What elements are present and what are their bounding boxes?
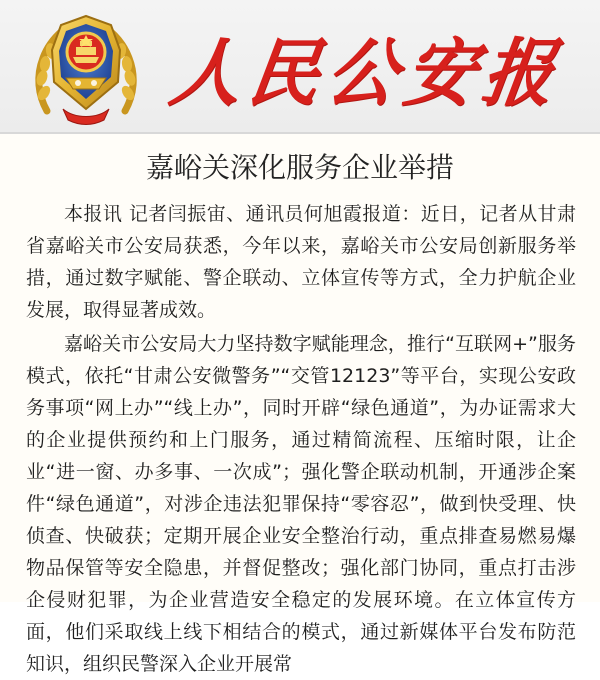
police-emblem-icon: [20, 8, 152, 130]
article-title: 嘉峪关深化服务企业举措: [145, 151, 454, 184]
article-content: [0, 132, 600, 675]
masthead: [0, 0, 600, 132]
article-body: [26, 198, 576, 680]
article-paragraph: 嘉峪关市公安局大力坚持数字赋能理念，推行“互联网+”服务模式，依托“甘肃公安微警务”“交管12123”等平台，实现公安政务事项“网上办”“线上办”，同时开辟“绿色通道”，为办证需求大的企业提供预约和上门服务，通过精简流程、压缩时限，让企业“进一窗、办多事、一次成”；强化警企联动机制，开通涉企案件“绿色通道”，对涉企违法犯罪保持“零容忍”，做到快受理、快侦查、快破获；定期开展企业安全整治行动，重点排查易燃易爆物品保管等安全隐患，并督促整改；强化部门协同，重点打击涉企侵财犯罪，为企业营造安全稳定的发展环境。在立体宣传方面，他们采取线上线下相结合的模式，通过新媒体平台发布防范知识，组织民警深入企业开展常: [26, 333, 576, 675]
newspaper-masthead-title: 人民公安报: [165, 28, 568, 116]
article-paragraph: 本报讯 记者闫振宙、通讯员何旭霞报道：近日，记者从甘肃省嘉峪关市公安局获悉，今年以来，嘉峪关市公安局创新服务举措，通过数字赋能、警企联动、立体宣传等方式，全力护航企业发展，取得显著成效。: [26, 203, 576, 321]
